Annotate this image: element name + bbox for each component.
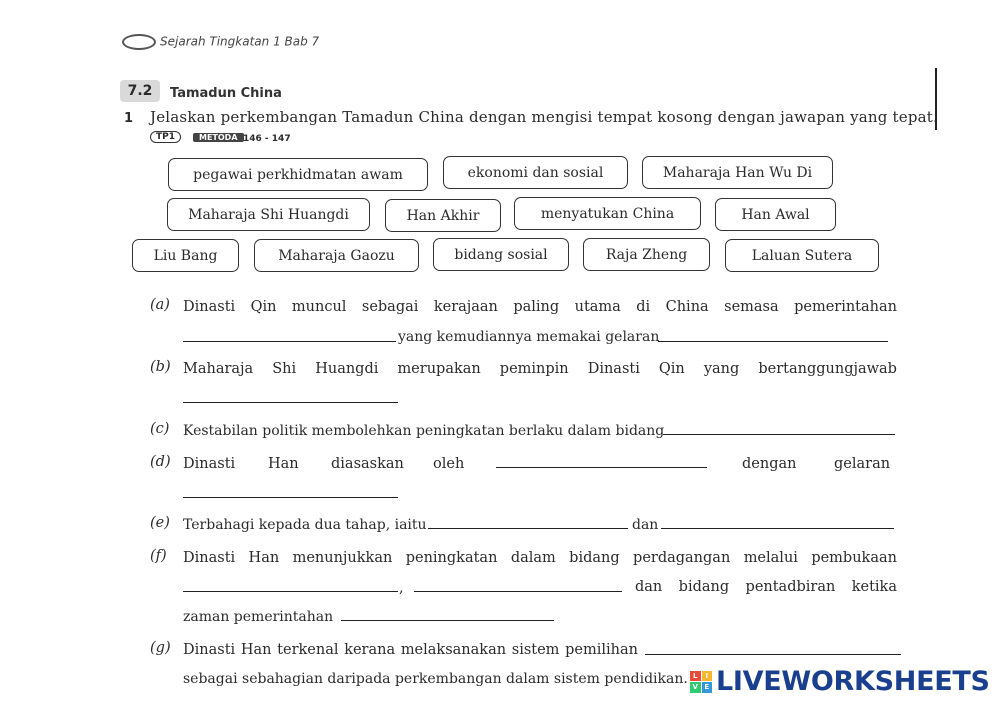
- section-title: Tamadun China: [170, 86, 282, 101]
- answer-blank-g[interactable]: [645, 654, 901, 655]
- logo-letter: I: [702, 671, 713, 682]
- word: Han: [240, 642, 272, 658]
- word-chip[interactable]: Maharaja Gaozu: [254, 239, 419, 272]
- liveworksheets-wordmark: LIVEWORKSHEETS: [716, 666, 990, 697]
- word: Dinasti: [183, 299, 236, 315]
- logo-letter: E: [702, 682, 713, 693]
- word: kerajaan: [433, 299, 498, 315]
- item-a-line1: [183, 297, 897, 317]
- item-g-line2: sebagai sebahagian daripada perkembangan dalam sistem pendidikan.: [183, 671, 688, 687]
- item-d-w4: oleh: [433, 456, 465, 472]
- section-number: 7.2: [120, 80, 160, 102]
- item-d-w3: diasaskan: [331, 456, 404, 472]
- item-b-line1: [183, 359, 897, 379]
- item-e-text: Terbahagi kepada dua tahap, iaitu: [183, 517, 427, 533]
- item-f-comma: ,: [399, 580, 404, 596]
- question-number: 1: [124, 111, 134, 126]
- word-chip[interactable]: Laluan Sutera: [725, 239, 879, 272]
- word-chip[interactable]: menyatukan China: [514, 197, 701, 230]
- word: pemerintahan: [794, 299, 897, 315]
- word: sistem: [511, 642, 560, 658]
- word-chip[interactable]: Liu Bang: [132, 239, 239, 272]
- word: Dinasti: [587, 361, 640, 377]
- item-f-line1: [183, 548, 897, 568]
- word: Dinasti: [183, 642, 236, 658]
- item-f-line3: zaman pemerintahan: [183, 609, 334, 625]
- word: peningkatan: [405, 550, 498, 566]
- word: yang: [703, 361, 740, 377]
- word: peminpin: [499, 361, 569, 377]
- item-g-line1: [183, 640, 638, 660]
- word-chip[interactable]: Maharaja Shi Huangdi: [167, 198, 370, 231]
- page-reference: 146 - 147: [243, 134, 291, 144]
- answer-blank-b[interactable]: [183, 402, 398, 403]
- item-label-g: (g): [150, 640, 171, 656]
- answer-blank-a2[interactable]: [658, 341, 888, 342]
- word: bertanggungjawab: [758, 361, 897, 377]
- liveworksheets-mark-icon: [690, 671, 712, 693]
- publisher-logo-icon: [122, 34, 156, 50]
- word: Maharaja: [183, 361, 254, 377]
- answer-blank-f1[interactable]: [183, 591, 398, 592]
- item-label-a: (a): [150, 297, 170, 313]
- word: pemilihan: [565, 642, 638, 658]
- word: menunjukkan: [292, 550, 393, 566]
- item-f-line2-tail: dan bidang pentadbiran ketika: [635, 579, 897, 595]
- word-chip[interactable]: ekonomi dan sosial: [443, 156, 628, 189]
- answer-blank-f2[interactable]: [414, 591, 622, 592]
- answer-blank-a1[interactable]: [183, 341, 396, 342]
- answer-blank-e2[interactable]: [661, 528, 894, 529]
- word: di: [636, 299, 651, 315]
- item-c-text: Kestabilan politik membolehkan peningkatan berlaku dalam bidang: [183, 423, 665, 439]
- word-chip[interactable]: Han Akhir: [385, 199, 501, 232]
- logo-letter: L: [690, 671, 701, 682]
- word-chip[interactable]: Raja Zheng: [583, 238, 710, 271]
- logo-letter: V: [690, 682, 701, 693]
- item-d-w6: gelaran: [834, 456, 891, 472]
- item-label-c: (c): [150, 421, 170, 437]
- word: merupakan: [397, 361, 481, 377]
- word: Huangdi: [315, 361, 379, 377]
- book-header: [122, 34, 319, 50]
- word: Dinasti: [183, 550, 236, 566]
- word: Han: [248, 550, 280, 566]
- item-label-f: (f): [150, 548, 167, 564]
- tp-badge: TP1: [150, 131, 181, 143]
- item-d-w5: dengan: [742, 456, 797, 472]
- word-chip[interactable]: Maharaja Han Wu Di: [642, 156, 833, 189]
- answer-blank-e1[interactable]: [428, 528, 628, 529]
- word: kerana: [344, 642, 396, 658]
- word: utama: [574, 299, 621, 315]
- word: bidang: [569, 550, 620, 566]
- word: dalam: [510, 550, 556, 566]
- word: semasa: [724, 299, 779, 315]
- word: Qin: [658, 361, 685, 377]
- answer-blank-d2[interactable]: [183, 497, 398, 498]
- item-d-w1: Dinasti: [183, 456, 236, 472]
- word: terkenal: [277, 642, 339, 658]
- item-label-e: (e): [150, 515, 170, 531]
- word-chip[interactable]: pegawai perkhidmatan awam: [168, 158, 428, 191]
- item-label-b: (b): [150, 359, 171, 375]
- item-label-d: (d): [150, 454, 171, 470]
- liveworksheets-logo: [690, 666, 990, 697]
- word: Qin: [250, 299, 277, 315]
- word: muncul: [291, 299, 347, 315]
- answer-blank-f3[interactable]: [341, 620, 554, 621]
- answer-blank-c[interactable]: [663, 434, 895, 435]
- item-a-line2: yang kemudiannya memakai gelaran: [398, 329, 660, 345]
- word: Shi: [272, 361, 297, 377]
- question-instruction: Jelaskan perkembangan Tamadun China dengan mengisi tempat kosong dengan jawapan yang tepat.: [150, 108, 938, 126]
- word: sebagai: [361, 299, 419, 315]
- word-chip[interactable]: Han Awal: [715, 198, 836, 231]
- book-title: Sejarah Tingkatan 1 Bab 7: [160, 34, 320, 49]
- word: paling: [513, 299, 560, 315]
- word: perdagangan: [633, 550, 731, 566]
- item-d-w2: Han: [268, 456, 299, 472]
- answer-blank-d1[interactable]: [496, 467, 707, 468]
- word: melaksanakan: [400, 642, 507, 658]
- metoda-badge: METODA: [193, 133, 244, 142]
- item-e-mid: dan: [632, 517, 659, 533]
- word-chip[interactable]: bidang sosial: [433, 238, 569, 271]
- word: pembukaan: [811, 550, 897, 566]
- word: China: [665, 299, 709, 315]
- word: melalui: [743, 550, 798, 566]
